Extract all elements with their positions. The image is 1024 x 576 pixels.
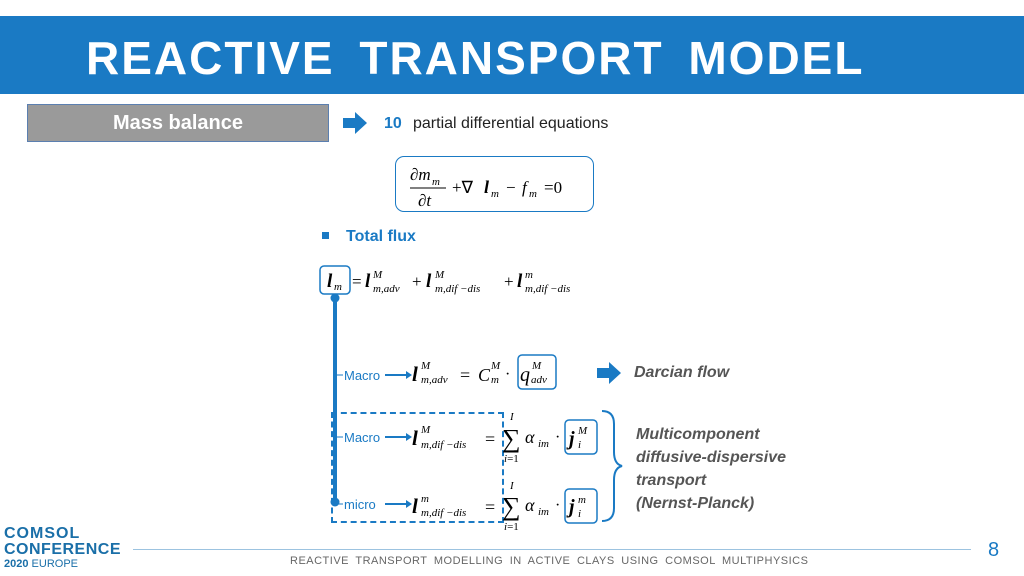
svg-text:∑: ∑: [502, 424, 521, 453]
svg-text:M: M: [373, 269, 383, 281]
svg-text:m,dif −dis: m,dif −dis: [421, 507, 467, 519]
macro-diffusive-equation: [410, 410, 600, 468]
svg-text:I: I: [510, 480, 514, 492]
slide-title: REACTIVE TRANSPORT MODEL: [86, 32, 865, 84]
bullet-icon: [322, 232, 329, 239]
svg-text:I: I: [510, 411, 514, 423]
svg-text:+: +: [412, 272, 422, 291]
svg-text:l: l: [412, 494, 418, 518]
svg-text:α: α: [525, 495, 535, 515]
svg-text:m: m: [491, 374, 499, 386]
svg-text:m: m: [529, 188, 537, 200]
svg-text:m,adv: m,adv: [373, 283, 400, 295]
svg-text:l: l: [327, 271, 333, 292]
diffusive-description: [636, 423, 786, 515]
logo-line-2: CONFERENCE: [4, 541, 122, 558]
svg-text:=: =: [460, 365, 471, 385]
svg-text:q: q: [520, 364, 530, 386]
svg-text:f: f: [522, 178, 527, 197]
macro-advective-equation: [410, 352, 570, 392]
pde-count: 10: [384, 115, 402, 132]
curly-brace: [598, 408, 624, 524]
svg-text:m: m: [334, 281, 342, 293]
svg-text:l: l: [426, 271, 432, 292]
darcian-arrow-icon: [597, 362, 621, 384]
svg-text:i=1: i=1: [504, 453, 519, 465]
footer-divider: [133, 549, 971, 550]
micro-diffusive-equation: [410, 477, 600, 535]
diffusive-description-line-2: diffusive-dispersive: [636, 449, 786, 466]
svg-text:l: l: [412, 426, 418, 450]
svg-text:+: +: [504, 272, 514, 291]
mass-balance-label: Mass balance: [112, 111, 244, 134]
svg-text:=: =: [485, 497, 496, 517]
svg-text:M: M: [578, 425, 588, 437]
svg-text:l: l: [365, 271, 371, 292]
svg-text:=: =: [352, 272, 362, 291]
mass-balance-box: [27, 104, 329, 142]
svg-text:l: l: [517, 271, 523, 292]
svg-text:adv: adv: [531, 374, 547, 386]
svg-text:C: C: [478, 365, 491, 385]
right-arrow-icon: [343, 112, 367, 134]
svg-text:·: ·: [555, 497, 561, 514]
macro-dif-label: Macro: [344, 430, 381, 445]
svg-text:=: =: [485, 429, 496, 449]
svg-text:+∇: +∇: [452, 178, 473, 197]
logo-line-1: COMSOL: [4, 525, 81, 542]
svg-text:m: m: [525, 269, 533, 281]
diffusive-description-line-1: Multicomponent: [636, 426, 760, 443]
svg-text:α: α: [525, 427, 535, 447]
svg-text:−: −: [506, 178, 516, 197]
logo-line-3: [4, 558, 78, 570]
svg-text:l: l: [484, 177, 490, 197]
svg-text:m: m: [421, 493, 429, 505]
footer-text: REACTIVE TRANSPORT MODELLING IN ACTIVE CLAYS USING COMSOL MULTIPHYSICS: [290, 555, 809, 567]
diffusive-description-line-4: (Nernst-Planck): [636, 495, 755, 512]
svg-text:i: i: [578, 439, 582, 451]
svg-text:M: M: [491, 360, 501, 372]
svg-text:·: ·: [555, 429, 561, 446]
pde-description: partial differential equations: [413, 115, 609, 132]
svg-text:i=1: i=1: [504, 521, 519, 533]
svg-text:im: im: [538, 438, 549, 450]
svg-text:m: m: [578, 494, 586, 506]
logo-region: EUROPE: [31, 558, 79, 570]
total-flux-label: Total flux: [346, 228, 416, 245]
diffusive-description-line-3: transport: [636, 472, 707, 489]
svg-text:∂m: ∂m: [410, 165, 431, 184]
svg-text:M: M: [532, 360, 542, 372]
svg-text:M: M: [421, 360, 431, 372]
svg-text:=0: =0: [544, 178, 563, 197]
svg-text:m,adv: m,adv: [421, 374, 448, 386]
svg-text:m,dif −dis: m,dif −dis: [525, 283, 571, 295]
micro-dif-label: micro: [344, 497, 376, 512]
mass-balance-equation: [400, 160, 590, 210]
svg-text:im: im: [538, 506, 549, 518]
svg-text:m,dif −dis: m,dif −dis: [435, 283, 481, 295]
logo-year: 2020: [4, 558, 29, 570]
svg-text:m,dif −dis: m,dif −dis: [421, 439, 467, 451]
svg-text:∑: ∑: [502, 492, 521, 521]
svg-text:m: m: [432, 176, 440, 188]
macro-adv-label: Macro: [344, 368, 381, 383]
svg-text:j: j: [569, 496, 575, 518]
svg-text:M: M: [435, 269, 445, 281]
darcian-flow-description: Darcian flow: [634, 364, 730, 381]
svg-text:·: ·: [505, 366, 511, 383]
svg-text:l: l: [412, 362, 418, 386]
svg-text:i: i: [578, 508, 582, 520]
svg-text:M: M: [421, 424, 431, 436]
svg-text:m: m: [491, 188, 499, 200]
svg-text:j: j: [569, 428, 575, 450]
page-number: 8: [988, 539, 1000, 561]
svg-text:∂t: ∂t: [418, 191, 432, 210]
